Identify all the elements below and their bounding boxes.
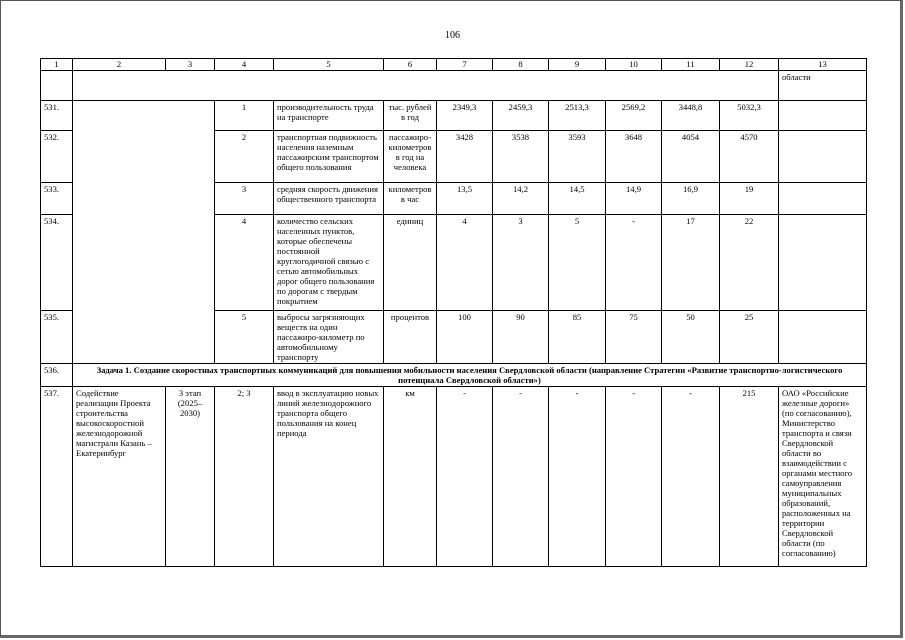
- table-cell: [779, 183, 867, 215]
- table-row: [41, 101, 867, 131]
- value-cell: 2349,3: [437, 101, 493, 131]
- unit-cell: км: [384, 387, 437, 567]
- table-cell: 3: [215, 183, 274, 215]
- unit-cell: единиц: [384, 215, 437, 311]
- value-cell: 25: [720, 311, 779, 364]
- table-cell: [41, 71, 73, 101]
- row-number: 532.: [41, 131, 73, 183]
- table-cell: [779, 311, 867, 364]
- header-row: [41, 59, 867, 71]
- table-cell: [779, 101, 867, 131]
- header-cell: 6: [384, 59, 437, 71]
- table-cell: 4: [215, 215, 274, 311]
- table-cell: [73, 71, 779, 101]
- value-cell: 100: [437, 311, 493, 364]
- header-cell: 10: [606, 59, 662, 71]
- table-cell: 1: [215, 101, 274, 131]
- value-cell: 22: [720, 215, 779, 311]
- value-cell: 3648: [606, 131, 662, 183]
- value-cell: 215: [720, 387, 779, 567]
- task-row: [41, 364, 867, 387]
- value-cell: -: [493, 387, 549, 567]
- value-cell: 14,9: [606, 183, 662, 215]
- page-number: 106: [445, 30, 460, 41]
- header-cell: 1: [41, 59, 73, 71]
- table-cell: [779, 131, 867, 183]
- unit-cell: тыс. рублей в год: [384, 101, 437, 131]
- value-cell: 2513,3: [549, 101, 606, 131]
- value-cell: 3593: [549, 131, 606, 183]
- table-cell: [779, 215, 867, 311]
- header-cell: 2: [73, 59, 166, 71]
- value-cell: 13,5: [437, 183, 493, 215]
- responsible-cell: ОАО «Российские железные дороги» (по согласованию), Министерство транспорта и связи Свердловской области во взаимодействии с органами местного самоуправления муниципальных образований, расположенных на территории Свердловской области (по согласованию): [779, 387, 867, 567]
- table-cell: 5: [215, 311, 274, 364]
- value-cell: 75: [606, 311, 662, 364]
- measure-cell: Содействие реализации Проекта строительства высокоскоростной железнодорожной магистрали Казань – Екатеринбург: [73, 387, 166, 567]
- value-cell: 5032,3: [720, 101, 779, 131]
- header-cell: 3: [166, 59, 215, 71]
- value-cell: -: [662, 387, 720, 567]
- indicator-cell: количество сельских населенных пунктов, которые обеспечены постоянной круглогодичной связью с сетью автомобильных дорог общего пользования по дорогам с твердым покрытием: [274, 215, 384, 311]
- row-number: 536.: [41, 364, 73, 387]
- stage-cell: 3 этап (2025–2030): [166, 387, 215, 567]
- value-cell: 2459,3: [493, 101, 549, 131]
- header-cell: 7: [437, 59, 493, 71]
- row-number: 537.: [41, 387, 73, 567]
- value-cell: 19: [720, 183, 779, 215]
- indicator-cell: ввод в эксплуатацию новых линий железнодорожного транспорта общего пользования на конец периода: [274, 387, 384, 567]
- value-cell: 16,9: [662, 183, 720, 215]
- value-cell: -: [606, 215, 662, 311]
- table-cell: 2: [215, 131, 274, 183]
- indicator-cell: производительность труда на транспорте: [274, 101, 384, 131]
- value-cell: 3448,8: [662, 101, 720, 131]
- value-cell: 4: [437, 215, 493, 311]
- value-cell: 14,2: [493, 183, 549, 215]
- value-cell: 50: [662, 311, 720, 364]
- indicator-cell: выбросы загрязняющих веществ на один пассажиро-километр по автомобильному транспорту: [274, 311, 384, 364]
- table-cell: 2; 3: [215, 387, 274, 567]
- header-cell: 9: [549, 59, 606, 71]
- unit-cell: километров в час: [384, 183, 437, 215]
- table-row-continuation: [41, 71, 867, 101]
- indicator-cell: транспортная подвижность населения наземным пассажирским транспортом общего пользования: [274, 131, 384, 183]
- table-row: [41, 387, 867, 567]
- value-cell: 3: [493, 215, 549, 311]
- header-cell: 4: [215, 59, 274, 71]
- value-cell: 3428: [437, 131, 493, 183]
- value-cell: -: [549, 387, 606, 567]
- value-cell: 5: [549, 215, 606, 311]
- value-cell: 14,5: [549, 183, 606, 215]
- row-number: 531.: [41, 101, 73, 131]
- task-heading: Задача 1. Создание скоростных транспортных коммуникаций для повышения мобильности населения Свердловской области (направление Стратегии «Развитие транспортно-логистического потенциала Свердловской области»): [73, 364, 867, 387]
- row-number: 534.: [41, 215, 73, 311]
- value-cell: 2569,2: [606, 101, 662, 131]
- table-cell: [73, 101, 215, 364]
- header-cell: 5: [274, 59, 384, 71]
- value-cell: -: [606, 387, 662, 567]
- value-cell: 3538: [493, 131, 549, 183]
- header-cell: 12: [720, 59, 779, 71]
- value-cell: -: [437, 387, 493, 567]
- header-cell: 8: [493, 59, 549, 71]
- value-cell: 17: [662, 215, 720, 311]
- unit-cell: пассажиро-километров в год на человека: [384, 131, 437, 183]
- indicators-table: [40, 58, 867, 567]
- unit-cell: процентов: [384, 311, 437, 364]
- value-cell: 4054: [662, 131, 720, 183]
- responsible-cell: области: [779, 71, 867, 101]
- indicator-cell: средняя скорость движения общественного транспорта: [274, 183, 384, 215]
- value-cell: 90: [493, 311, 549, 364]
- row-number: 533.: [41, 183, 73, 215]
- header-cell: 11: [662, 59, 720, 71]
- header-cell: 13: [779, 59, 867, 71]
- value-cell: 4570: [720, 131, 779, 183]
- row-number: 535.: [41, 311, 73, 364]
- value-cell: 85: [549, 311, 606, 364]
